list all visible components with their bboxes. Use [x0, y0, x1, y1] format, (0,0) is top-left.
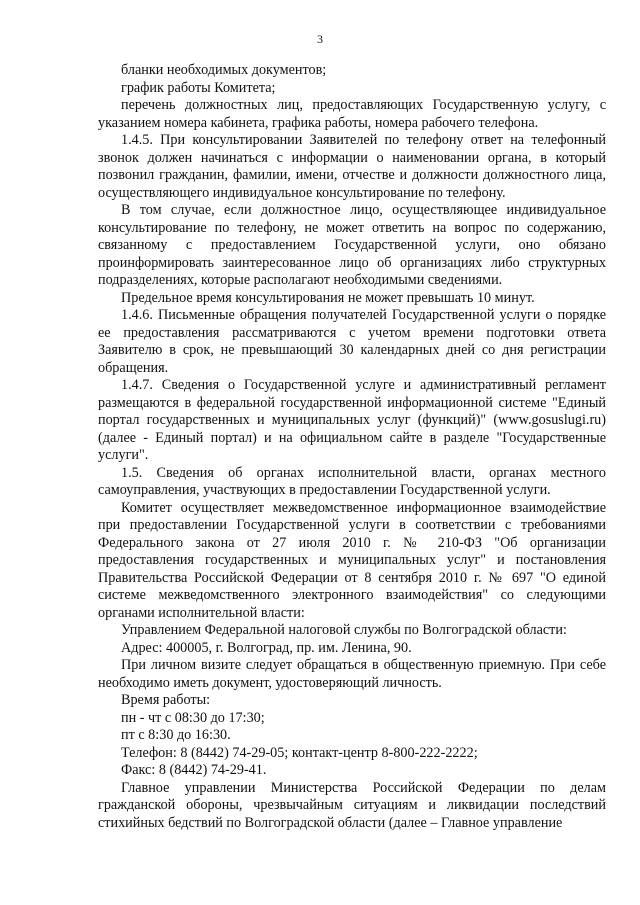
paragraph-interagency: Комитет осуществляет межведомственное информационное взаимодействие при предоставлении Государственной услуги в соответствии с требованиями Федерального закона от 27 июля 2010 г. № 210-ФЗ "Об организации предоставления государственных и муниципальных услуг" и постановления Правительства Российской Федерации от 8 сентября 2010 г. № 697 "О единой системе межведомственного электронного взаимодействия" со следующими органами исполнительной власти: — [98, 499, 606, 621]
paragraph-time-limit: Предельное время консультирования не может превышать 10 минут. — [121, 289, 535, 306]
paragraph-blanks: бланки необходимых документов; — [121, 62, 327, 78]
paragraph-1-4-6: 1.4.6. Письменные обращения получателей Государственной услуги о порядке ее предоставления рассматриваются с учетом времени подготовки ответа Заявителю в срок, не превышающий 30 календарных дней со дня регистрации обращения. — [98, 307, 606, 376]
paragraph-hours-fri: пт с 8:30 до 16:30. — [121, 727, 231, 743]
paragraph-address: Адрес: 400005, г. Волгоград, пр. им. Ленина, 90. — [121, 639, 412, 656]
paragraph-hours-mon-thu: пн - чт с 08:30 до 17:30; — [121, 709, 265, 726]
paragraph-hours-title: Время работы: — [121, 692, 211, 708]
paragraph-visit: При личном визите следует обращаться в общественную приемную. При себе необходимо иметь документ, удостоверяющий личность. — [98, 657, 606, 691]
paragraph-emergency-ministry: Главное управлении Министерства Российской Федерации по делам гражданской обороны, чрезвычайным ситуациям и ликвидации последствий стихийных бедствий по Волгоградской области (далее – Главное управление — [98, 779, 606, 831]
paragraph-schedule: график работы Комитета; — [121, 79, 276, 96]
page-number: 3 — [317, 32, 323, 46]
paragraph-1-4-5: 1.4.5. При консультировании Заявителей по телефону ответ на телефонный звонок должен начинаться с информации о наименовании органа, в который позвонил гражданин, фамилии, имени, отчестве и должности должностного лица, осуществляющего индивидуальное консультирование по телефону. — [98, 132, 606, 201]
paragraph-tax-service: Управлением Федеральной налоговой службы по Волгоградской области: — [121, 622, 567, 638]
paragraph-phone: Телефон: 8 (8442) 74-29-05; контакт-центр 8-800-222-2222; — [121, 744, 478, 761]
paragraph-staff-list: перечень должностных лиц, предоставляющих Государственную услугу, с указанием номера кабинета, графика работы, номера рабочего телефона. — [98, 97, 606, 131]
paragraph-fax: Факс: 8 (8442) 74-29-41. — [121, 762, 267, 778]
document-body — [98, 62, 606, 832]
paragraph-1-5: 1.5. Сведения об органах исполнительной власти, органах местного самоуправления, участвующих в предоставлении Государственной услуги. — [98, 464, 606, 498]
paragraph-1-4-7: 1.4.7. Сведения о Государственной услуге и административный регламент размещаются в федеральной государственной информационной системе "Единый портал государственных и муниципальных услуг (функций)" (www.gosuslugi.ru) (далее - Единый портал) и на официальном сайте в разделе "Государственные услуги". — [98, 377, 606, 463]
paragraph-phone-redirect: В том случае, если должностное лицо, осуществляющее индивидуальное консультирование по телефону, не может ответить на вопрос по содержанию, связанному с предоставлением Государственной услуги, оно обязано проинформировать заинтересованное лицо об организациях либо структурных подразделениях, которые располагают необходимыми сведениями. — [98, 202, 606, 288]
